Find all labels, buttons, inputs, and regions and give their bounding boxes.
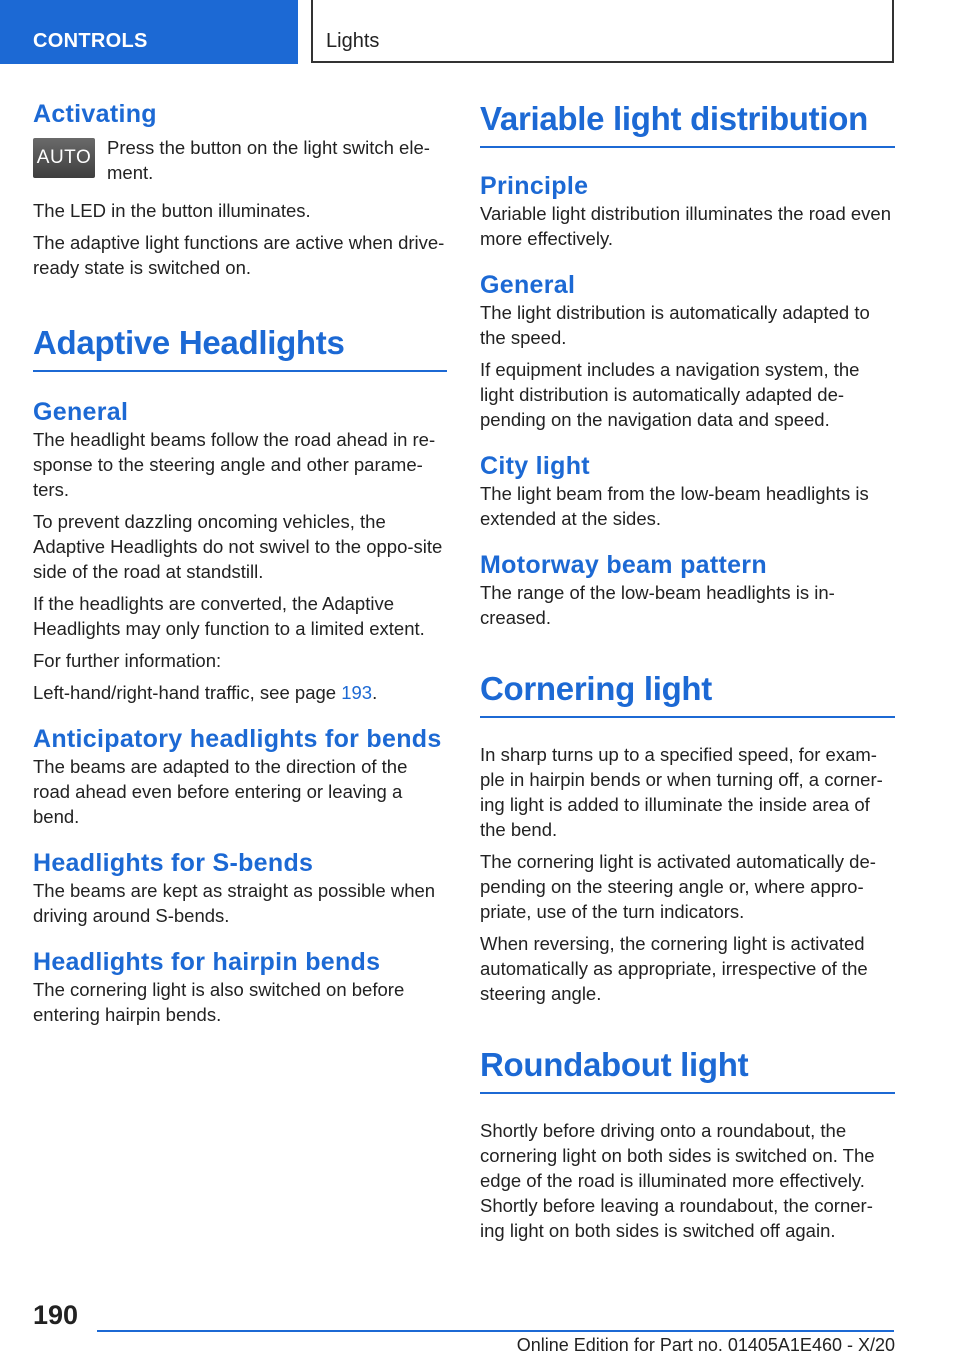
footer-edition: Online Edition for Part no. 01405A1E460 - X/20 bbox=[516, 1335, 895, 1355]
header-chapter-label: Lights bbox=[326, 30, 380, 52]
s-bends-text: The beams are kept as straight as possible when driving around S-bends. bbox=[33, 880, 436, 926]
variable-general-heading: General bbox=[480, 271, 576, 299]
adaptive-general-text-2: To prevent dazzling oncoming vehicles, the Adaptive Headlights do not swivel to the oppo-site side of the road at standstill. bbox=[33, 511, 443, 582]
hairpin-heading: Headlights for hairpin bends bbox=[33, 948, 381, 976]
principle-text: Variable light distribution illuminates the road even more effectively. bbox=[480, 203, 892, 249]
roundabout-text-1: Shortly before driving onto a roundabout, the cornering light on both sides is switched on. The edge of the road is illuminated more effectively. bbox=[480, 1120, 875, 1191]
s-bends-heading: Headlights for S-bends bbox=[33, 849, 314, 877]
auto-button-icon: AUTO bbox=[33, 138, 95, 178]
cornering-text-3: When reversing, the cornering light is activated automatically as appropriate, irrespective of the steering angle. bbox=[480, 933, 868, 1004]
activating-instruction bbox=[33, 135, 447, 185]
activating-text-1: Press the button on the light switch ele-ment. bbox=[107, 137, 430, 183]
adaptive-headlights-heading: Adaptive Headlights bbox=[33, 324, 447, 372]
variable-light-heading: Variable light distribution bbox=[480, 100, 895, 148]
anticipatory-heading: Anticipatory headlights for bends bbox=[33, 725, 442, 753]
adaptive-general-text-5 bbox=[33, 680, 447, 705]
variable-general-text-1: The light distribution is automatically adapted to the speed. bbox=[480, 302, 870, 348]
roundabout-light-heading: Roundabout light bbox=[480, 1046, 895, 1094]
adaptive-general-text-4: For further information: bbox=[33, 650, 222, 671]
page-reference-period: . bbox=[372, 682, 378, 703]
motorway-text: The range of the low-beam headlights is in-creased. bbox=[480, 582, 835, 628]
footer-divider bbox=[97, 1330, 894, 1332]
city-light-text: The light beam from the low-beam headlights is extended at the sides. bbox=[480, 483, 869, 529]
adaptive-general-text-3: If the headlights are converted, the Adaptive Headlights may only function to a limited extent. bbox=[33, 593, 425, 639]
cornering-light-heading: Cornering light bbox=[480, 670, 895, 718]
variable-general-text-2: If equipment includes a navigation system, the light distribution is automatically adapted de-pending on the navigation data and speed. bbox=[480, 359, 860, 430]
right-column bbox=[480, 100, 895, 1243]
left-column bbox=[33, 100, 447, 1027]
adaptive-general-heading: General bbox=[33, 398, 129, 426]
activating-text-2: The LED in the button illuminates. bbox=[33, 200, 311, 221]
roundabout-text-2: Shortly before leaving a roundabout, the corner-ing light on both sides is switched off again. bbox=[480, 1195, 873, 1241]
activating-heading: Activating bbox=[33, 100, 157, 128]
page-reference-link[interactable]: 193 bbox=[341, 682, 373, 703]
hairpin-text: The cornering light is also switched on before entering hairpin bends. bbox=[33, 979, 405, 1025]
header-chapter-tab bbox=[311, 0, 894, 63]
anticipatory-text: The beams are adapted to the direction of the road ahead even before entering or leaving a bend. bbox=[33, 756, 408, 827]
page-number: 190 bbox=[33, 1300, 79, 1330]
cornering-text-2: The cornering light is activated automatically de-pending on the steering angle or, where appro-priate, use of the turn indicators. bbox=[480, 851, 876, 922]
header-section-tab bbox=[0, 0, 298, 64]
motorway-heading: Motorway beam pattern bbox=[480, 551, 767, 579]
adaptive-general-text-1: The headlight beams follow the road ahead in re-sponse to the steering angle and other parame-ters. bbox=[33, 429, 436, 500]
principle-heading: Principle bbox=[480, 172, 589, 200]
city-light-heading: City light bbox=[480, 452, 590, 480]
activating-text-3: The adaptive light functions are active when drive-ready state is switched on. bbox=[33, 232, 445, 278]
page-reference-text: Left-hand/right-hand traffic, see page bbox=[33, 682, 342, 703]
header-section-label: CONTROLS bbox=[33, 30, 148, 52]
cornering-text-1: In sharp turns up to a specified speed, for exam-ple in hairpin bends or when turning off, a corner-ing light is added to illuminate the inside area of the bend. bbox=[480, 744, 883, 840]
